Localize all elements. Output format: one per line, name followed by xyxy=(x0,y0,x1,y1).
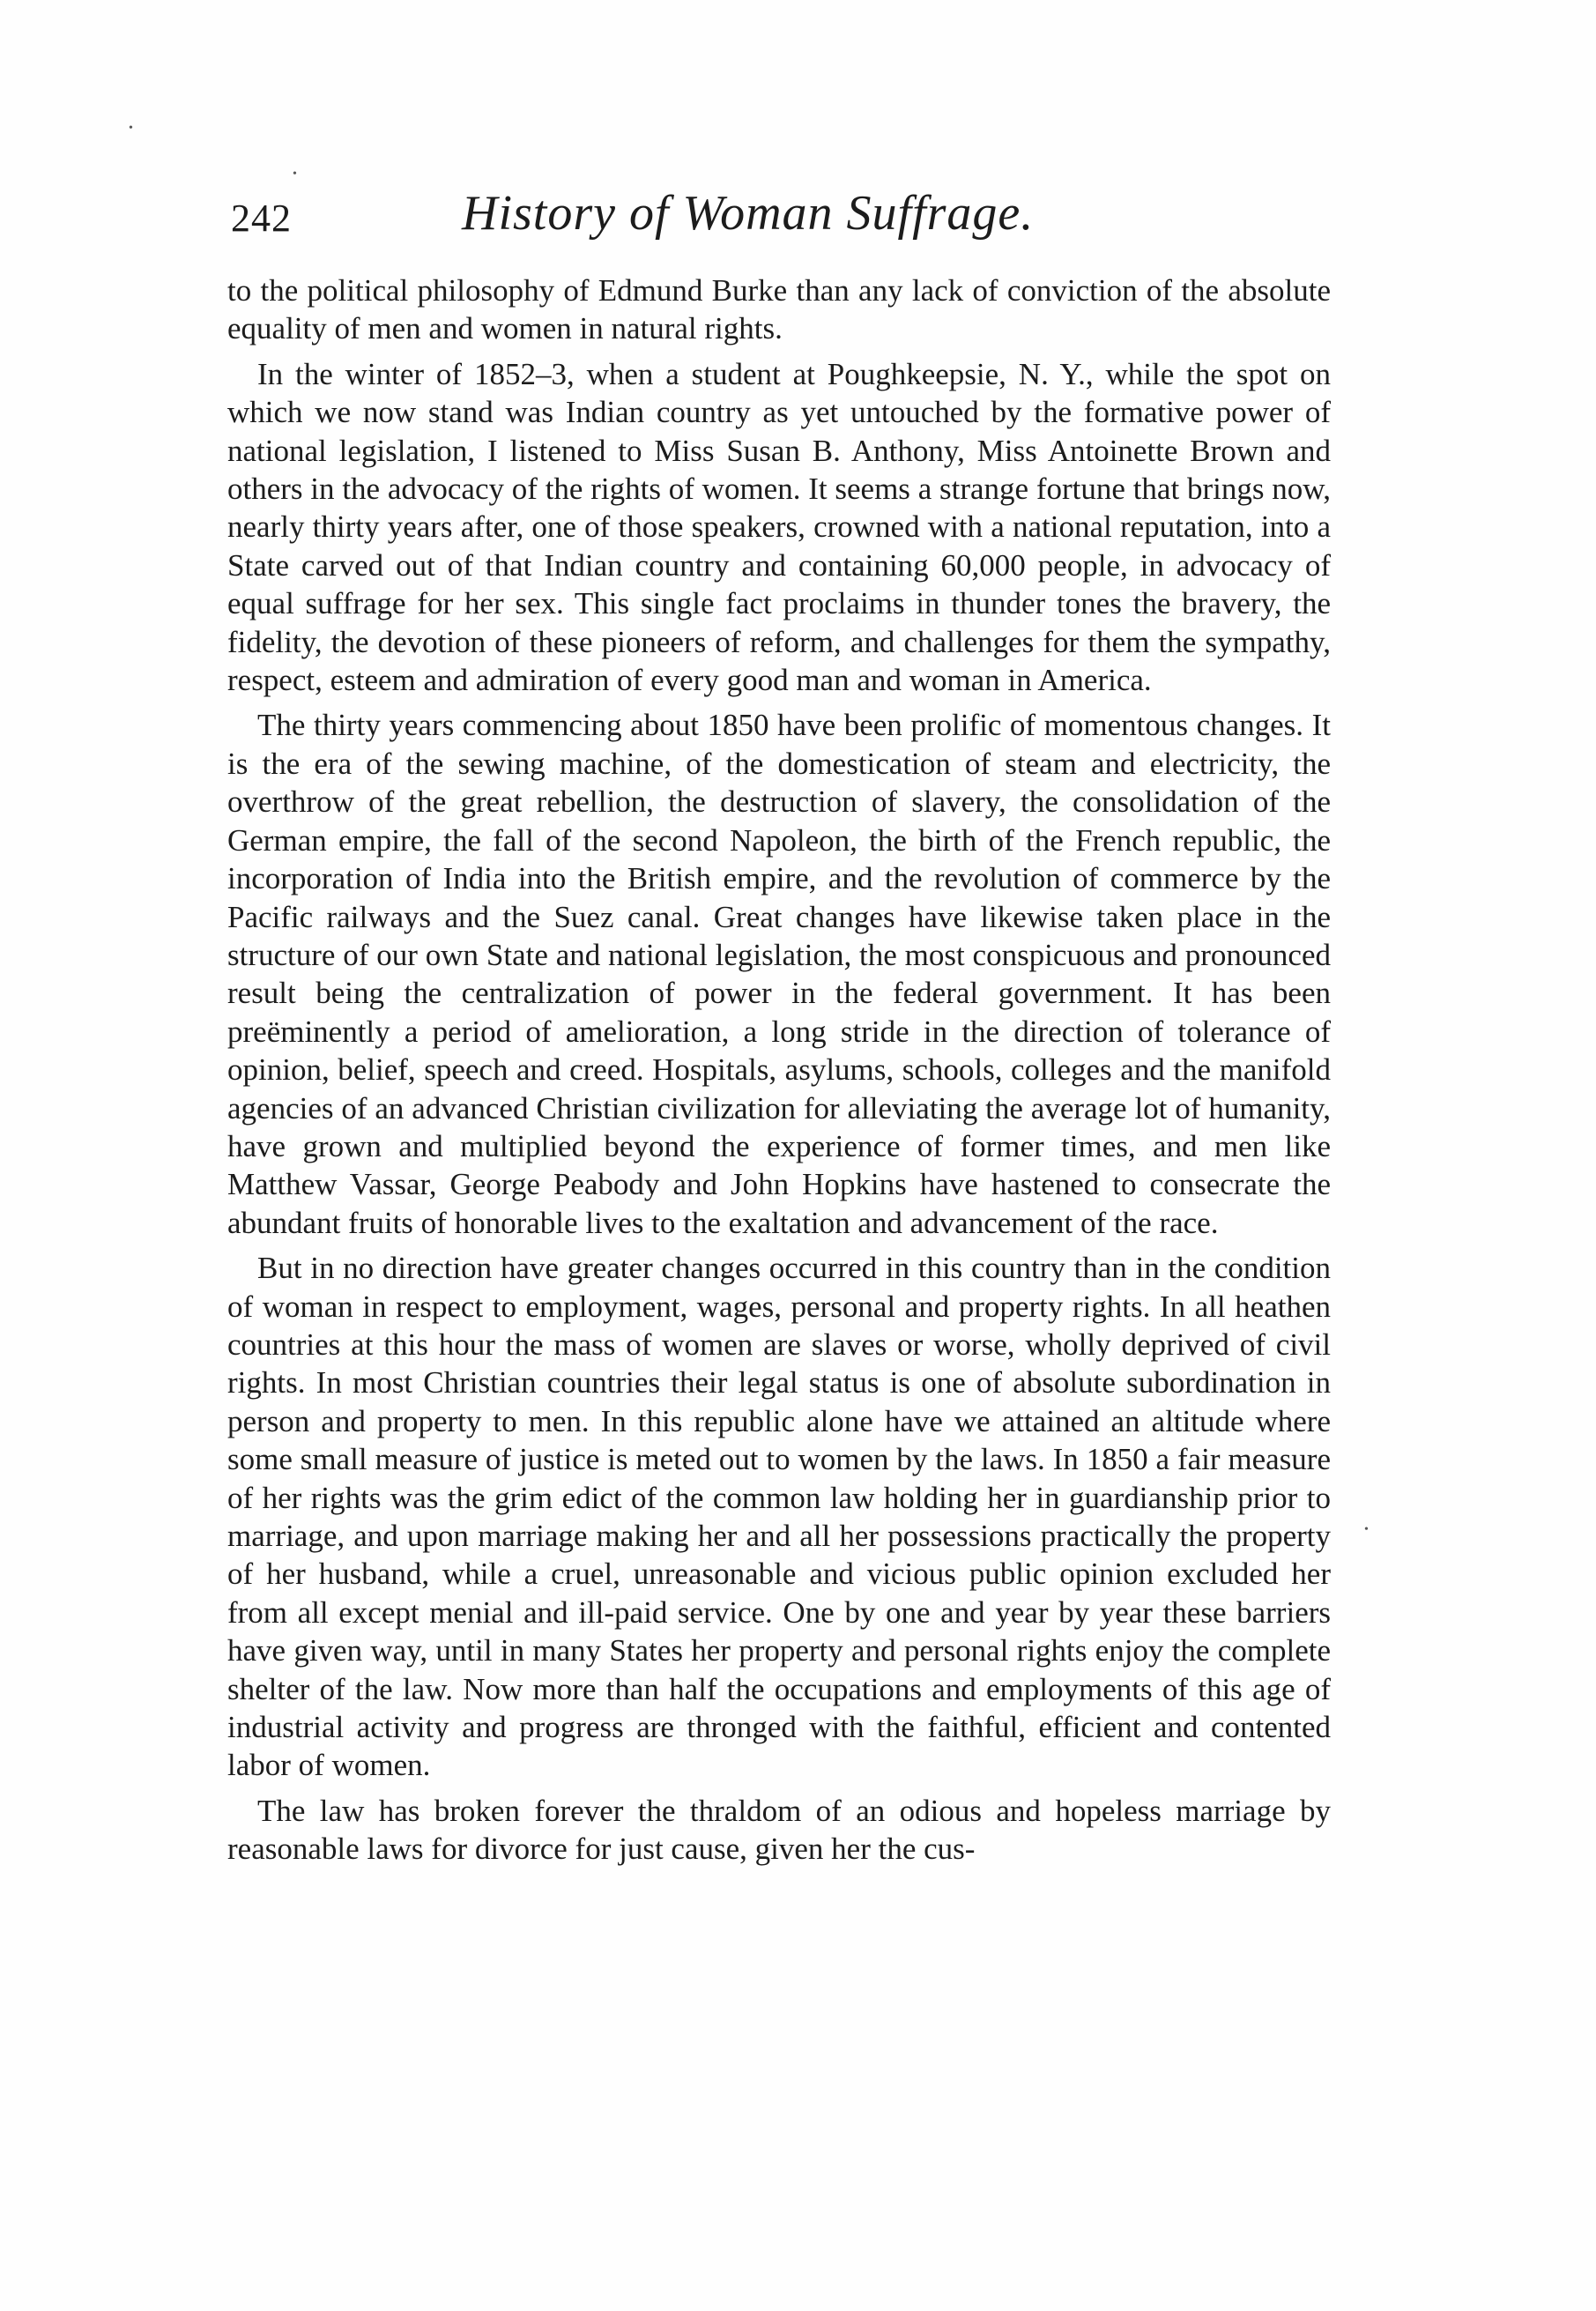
paragraph-continued: to the political philosophy of Edmund Burke than any lack of conviction of the absolute equality of men and women in natural rights. xyxy=(227,273,1331,346)
paragraph: In the winter of 1852–3, when a student at Poughkeepsie, N. Y., while the spot on which we now stand was Indian country as yet untouched by the formative power of national legislation, I listened to Miss Susan B. Anthony, Miss Antoinette Brown and others in the advocacy of the rights of women. It seems a strange fortune that brings now, nearly thirty years after, one of those speakers, crowned with a national reputation, into a State carved out of that Indian country and containing 60,000 people, in advocacy of equal suffrage for her sex. This single fact proclaims in thunder tones the bravery, the fidelity, the devotion of these pioneers of reform, and challenges for them the sympathy, respect, esteem and admiration of every good man and woman in America. xyxy=(227,356,1331,698)
paragraph: The thirty years commencing about 1850 have been prolific of momentous changes. It is the era of the sewing machine, of the domestication of steam and electricity, the overthrow of the great rebellion, the destruction of slavery, the consolidation of the German empire, the fall of the second Napoleon, the birth of the French republic, the incorporation of India into the British empire, and the revolution of commerce by the Pacific railways and the Suez canal. Great changes have likewise taken place in the structure of our own State and national legislation, the most conspicuous and pronounced result being the centralization of power in the federal government. It has been preëminently a period of amelioration, a long stride in the direction of tolerance of opinion, belief, speech and creed. Hospitals, asylums, schools, colleges and the manifold agencies of an advanced Christian civilization for alleviating the average lot of humanity, have grown and multiplied beyond the experience of former times, and men like Matthew Vassar, George Peabody and John Hopkins have hastened to consecrate the abundant fruits of honorable lives to the exaltation and advancement of the race. xyxy=(227,708,1331,1240)
stray-ink-dot: • xyxy=(293,167,297,181)
stray-ink-dot: • xyxy=(1364,1523,1369,1536)
page-number: 242 xyxy=(231,197,292,240)
paragraph: But in no direction have greater changes occurred in this country than in the condition of woman in respect to employment, wages, personal and property rights. In all heathen countries at this hour the mass of women are slaves or worse, wholly deprived of civil rights. In most Christian countries their legal status is one of absolute subordination in person and property to men. In this republic alone have we attained an altitude where some small measure of justice is meted out to women by the laws. In 1850 a fair measure of her rights was the grim edict of the common law holding her in guardianship prior to marriage, and upon marriage making her and all her possessions practically the property of her husband, while a cruel, unreasonable and vicious public opinion excluded her from all except menial and ill-paid service. One by one and year by year these barriers have given way, until in many States her property and personal rights enjoy the complete shelter of the law. Now more than half the occupations and employments of this age of industrial activity and progress are thronged with the faithful, efficient and contented labor of women. xyxy=(227,1251,1331,1783)
running-title: History of Woman Suffrage. xyxy=(462,186,1035,241)
stray-ink-dot: • xyxy=(129,122,133,135)
running-head xyxy=(231,185,1332,247)
paragraph: The law has broken forever the thraldom of an odious and hopeless marriage by reasonable laws for divorce for just cause, given her the cus- xyxy=(227,1793,1331,1867)
body-text xyxy=(227,271,1331,1876)
